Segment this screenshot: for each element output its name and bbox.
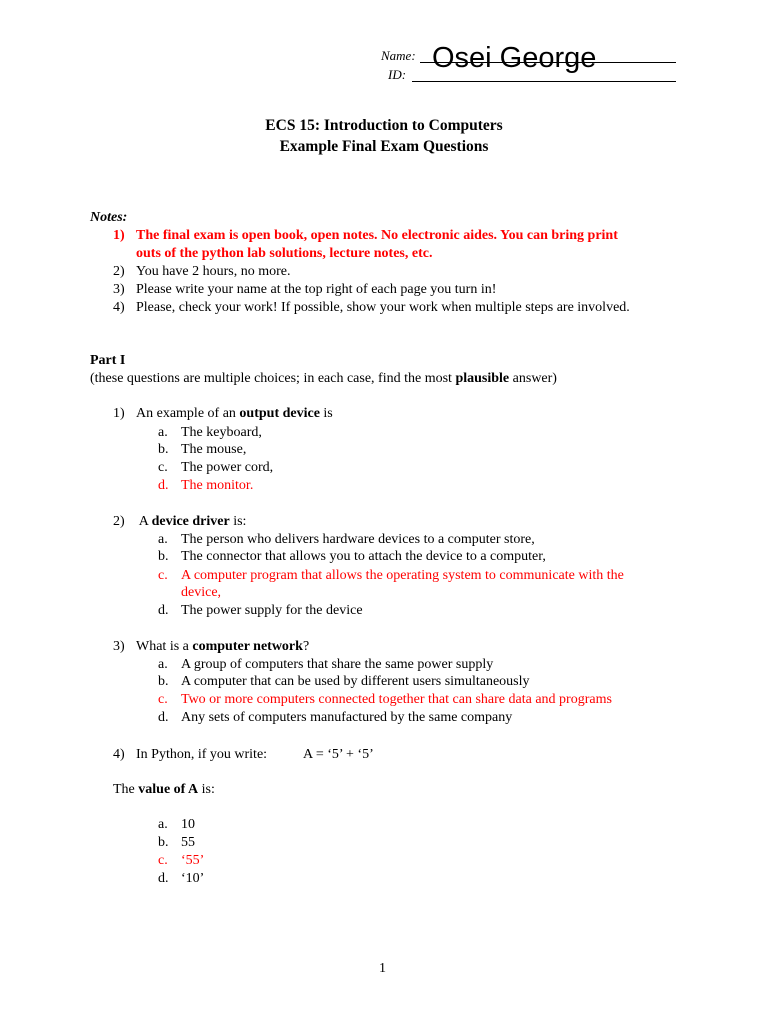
notes-heading: Notes: <box>90 210 128 225</box>
id-line <box>412 81 676 82</box>
page-subtitle: Example Final Exam Questions <box>279 138 489 155</box>
name-label: Name: <box>381 48 416 63</box>
name-value[interactable]: Osei George <box>432 42 597 74</box>
code-expression: A = ‘5’ + ‘5’ <box>303 747 374 762</box>
page-title: ECS 15: Introduction to Computers <box>265 117 503 134</box>
value-prompt: The value of A is: <box>113 782 215 797</box>
part-intro: (these questions are multiple choices; in each case, find the most plausible answer) <box>90 371 557 386</box>
id-label: ID: <box>388 67 407 82</box>
part-heading: Part I <box>90 353 126 368</box>
page-number: 1 <box>379 961 386 976</box>
